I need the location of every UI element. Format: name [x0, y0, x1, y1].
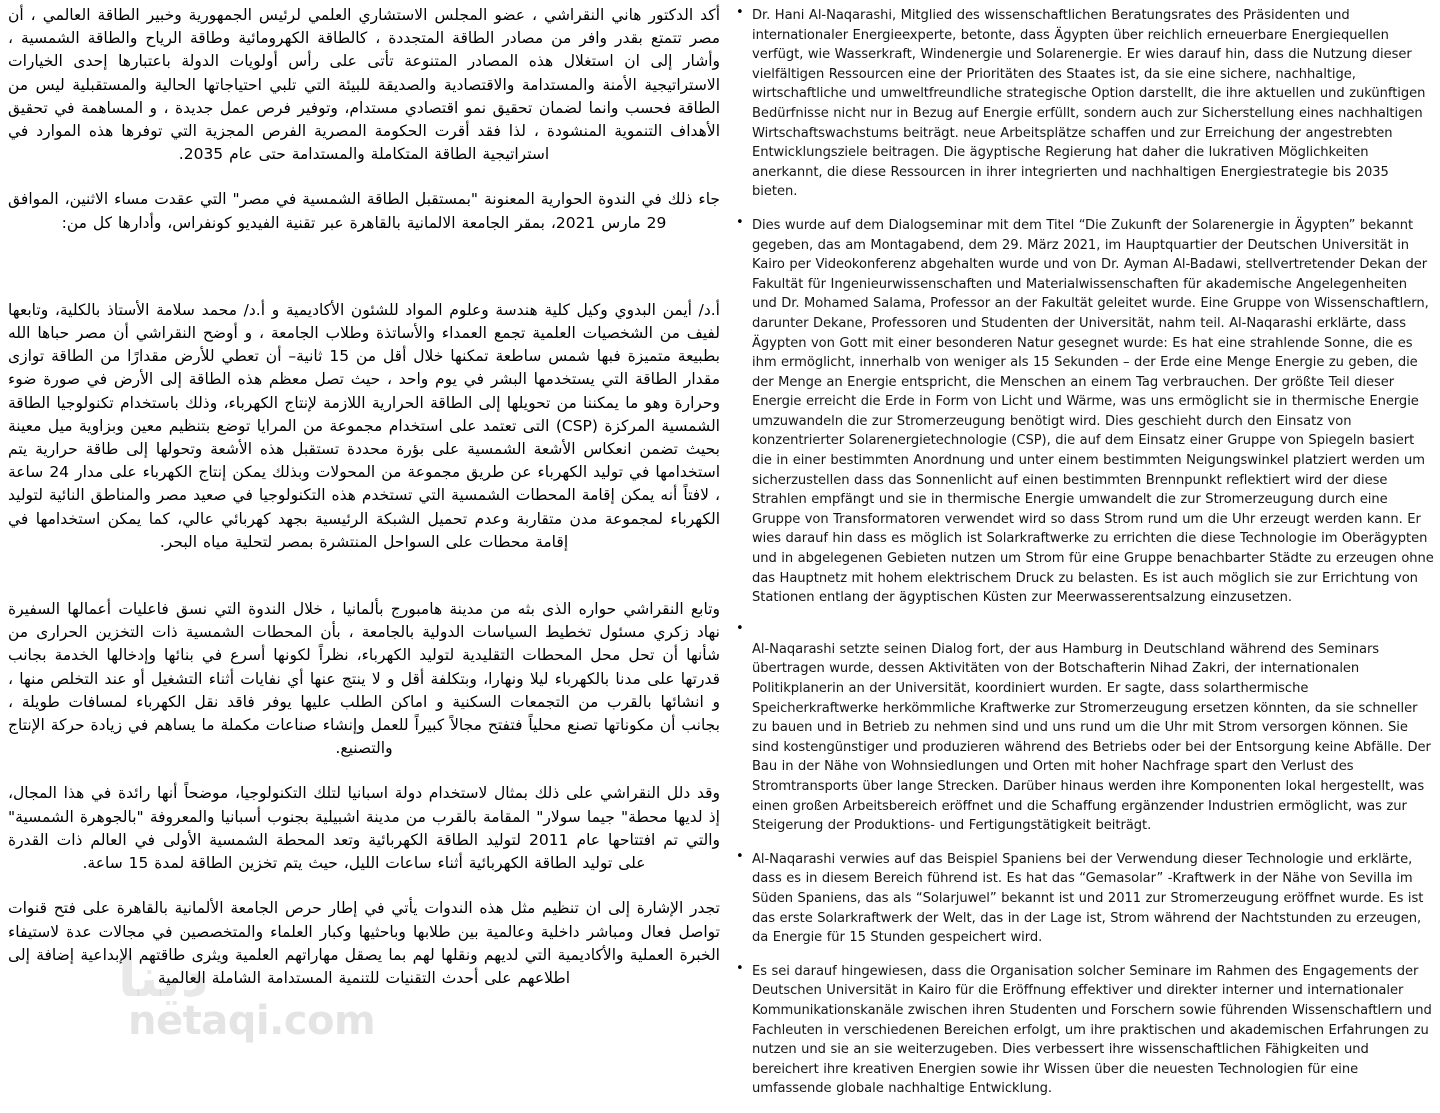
bullet-leading-gap: [752, 622, 1434, 640]
german-paragraph-5: Es sei darauf hingewiesen, dass die Organisation solcher Seminare im Rahmen des Engagements der Deutschen Universität in Kairo für die Eröffnung effektiver und direkter interner und internationaler Kommunikationskanäle zwischen ihren Studenten und Forschern sowie führenden Wissenschaftlern und Fachleuten in verschiedenen Bereichen erfolgt, um ihre praktischen und akademischen Erfahrungen zu nutzen und sie an sie weiterzugeben. Dies verbessert ihre wissenschaftlichen Fähigkeiten und bereichert ihre kreativen Energien sowie ihr Wissen über die neuesten Technologien für eine umfassende globale nachhaltige Entwicklung.: [752, 963, 1432, 1097]
arabic-paragraph-4: وتابع النقراشي حواره الذى بثه من مدينة هامبورج بألمانيا ، خلال الندوة التي نسق فاعليات أعمالها السفيرة نهاد زكري مسئول تخطيط السياسات الدولية بالجامعة ، بأن المحطات الشمسية ذات التخزين الحرارى من شأنها أن تحل محل المحطات التقليدية لتوليد الكهرباء، نظراً لكونها أسرع في بنائها وإدخالها الخدمة بجانب قدرتها على مدنا بالكهرباء ليلا ونهارا، وبتكلفة أقل و لا ينتج عنها أي نفايات أثناء التشغيل أو عند التخلص منها ، و انشائها بالقرب من التجمعات السكنية و اماكن الطلب عليها يوفر فاقد نقل الكهرباء لمسافات طويلة ، بجانب أن مكوناتها تصنع محلياً فتفتح مجالاً كبيراً للعمل وإنشاء صناعات مكملة ما يساهم في زيادة حركة الإنتاج والتصنيع.: [7, 600, 720, 758]
german-list-item-4: [734, 850, 1434, 948]
german-list-item-1: [734, 6, 1434, 202]
arabic-paragraph-5: وقد دلل النقراشي على ذلك بمثال لاستخدام دولة اسبانيا لتلك التكنولوجيا، موضحاً أنها رائدة في هذا المجال، إذ لديها محطة" جيما سولار" المقامة بالقرب من مدينة اشبيلية بجنوب أسبانيا والمعروفة "بالجوهرة الشمسية" والتي تم افتتاحها عام 2011 لتوليد الطاقة الكهربائية وتعد المحطة الشمسية الأولى في العالم ذات القدرة على توليد الطاقة الكهربائية أثناء ساعات الليل، حيث يتم تخزين الطاقة لمدة 15 ساعة.: [8, 784, 721, 873]
bullet-icon: •: [736, 214, 744, 230]
arabic-paragraph-1: أكد الدكتور هاني النقراشي ، عضو المجلس الاستشاري العلمي لرئيس الجمهورية وخبير الطاقة العالمي ، أن مصر تتمتع بقدر وافر من مصادر الطاقة المتجددة ، كالطاقة الكهرومائية وطاقة الرياح والطاقة الشمسية ، وأشار إلى ان استغلال هذه المصادر المتنوعة تأتى على رأس أولويات الدولة باعتبارها إحدى الخيارات الاستراتيجية الأمنة والمستدامة والاقتصادية والصديقة للبيئة التي تلبي احتياجاتها الحالية والمستقبلية ليس من الطاقة فحسب وانما لضمان تحقيق نمو اقتصادي مستدام، وتوفير فرص عمل جديدة ، و المساهمة في تحقيق الأهداف التنموية المنشودة ، لذا فقد أقرت الحكومة المصرية الفرص المجزية التي توفرها هذه الموارد في استراتيجية الطاقة المتكاملة والمستدامة حتى عام 2035.: [8, 6, 720, 164]
watermark-domain: netaqi.com: [128, 998, 376, 1044]
german-list-item-5: [734, 962, 1434, 1099]
german-paragraph-4: Al-Naqarashi verwies auf das Beispiel Spaniens bei der Verwendung dieser Technologie und erklärte, dass es in diesem Bereich führend ist. Es hat das “Gemasolar” -Kraftwerk in der Nähe von Sevilla im Süden Spaniens, das als “Solarjuwel” bekannt ist und 2011 zur Stromerzeugung eröffnet wurde. Es ist das erste Solarkraftwerk der Welt, das in der Lage ist, Strom während der Nachtstunden zu erzeugen, da Energie für 15 Stunden gespeichert wird.: [752, 851, 1424, 946]
german-list-item-3: [734, 622, 1434, 836]
arabic-paragraph-3: أ.د/ أيمن البدوي وكيل كلية هندسة وعلوم المواد للشئون الأكاديمية و أ.د/ محمد سلامة الأستاذ بالكلية، وتابعها لفيف من الشخصيات العلمية تجمع العمداء والأساتذة وطلاب الجامعة ، و أوضح النقراشي أن مصر حباها الله بطبيعة متميزة فبها شمس ساطعة تمكنها خلال أقل من 15 ثانية– أن تعطي للأرض مقدارًا من الطاقة توازى مقدار الطاقة التي يستخدمها البشر في يوم واحد ، حيث تصل معظم هذه الطاقة إلى الأرض في صورة ضوء وحرارة وهو ما يمكننا من تحويلها إلى الطاقة الحرارية اللازمة لإنتاج الكهرباء، وذلك باستخدام تكنولوجيا الطاقة الشمسية المركزة (CSP) التى تعتمد على استخدام مجموعة من المرايا توضع بتنظيم معين وبزاوية ميل معينة بحيث تضمن انعكاس الأشعة الشمسية على بؤرة محددة تستقبل هذه الأشعة وتحولها إلى طاقة حرارية يتم استخدامها في توليد الكهرباء عن طريق مجموعة من المحولات وبذلك يمكن إنتاج الكهرباء على مدار 24 ساعة ، لافتاً أنه يمكن إقامة المحطات الشمسية التي تستخدم هذه التكنولوجيا في صعيد مصر والمناطق النائية لتوليد الكهرباء لمجموعة مدن متقاربة وعدم تحميل الشبكة الرئيسية بجهد كهربائي عالي، كما يمكن استخدامها في إقامة محطات على السواحل المنتشرة بمصر لتحلية مياه البحر.: [8, 300, 721, 551]
bullet-icon: •: [736, 848, 744, 864]
german-list-item-2: [734, 216, 1434, 608]
german-bullet-list: [734, 6, 1434, 1099]
arabic-paragraph-2: جاء ذلك في الندوة الحوارية المعنونة "بمستقبل الطاقة الشمسية في مصر" التي عقدت مساء الاثنين، الموافق 29 مارس 2021، بمقر الجامعة الالمانية بالقاهرة عبر تقنية الفيديو كونفراس، وأدارها كل من:: [8, 190, 720, 232]
arabic-paragraph-6: تجدر الإشارة إلى ان تنظيم مثل هذه الندوات يأتي في إطار حرص الجامعة الألمانية بالقاهرة على فتح قنوات تواصل فعال ومباشر داخلية وعالمية بين طلابها وباحثيها وكبار العلماء والمتخصصين في مجالات عدة لاستيفاء الخبرة العملية والأكاديمية التي لديهم ونقلها لهم بما يصقل مهاراتهم العلمية ويثرى طاقتهم الإبداعية إضافة إلى اطلاعهم على أحدث التقنيات للتنمية المستدامة الشاملة العالمية: [8, 899, 720, 987]
bullet-icon: •: [736, 620, 744, 636]
german-text-column: [730, 0, 1440, 1113]
bullet-icon: •: [736, 5, 744, 20]
bullet-icon: •: [736, 960, 744, 976]
watermark-word: دينا: [118, 946, 209, 1009]
arabic-text-column: [0, 0, 730, 990]
german-paragraph-3: Al-Naqarashi setzte seinen Dialog fort, der aus Hamburg in Deutschland während des Seminars übertragen wurde, dessen Aktivitäten von der Botschafterin Nihad Zakri, der internationalen Politikplanerin an der Universität, koordiniert wurden. Er sagte, dass solarthermische Speicherkraftwerke herkömmliche Kraftwerke zur Stromerzeugung ersetzen könnten, da sie schneller zu bauen und in Betrieb zu nehmen sind und uns rund um die Uhr mit Strom versorgen können. Sie sind kostengünstiger und produzieren während des Betriebs oder bei der Entsorgung keine Abfälle. Der Bau in der Nähe von Wohnsiedlungen und Orten mit hoher Nachfrage spart den Verlust des Stromtransports über lange Strecken. Darüber hinaus werden ihre Komponenten lokal hergestellt, was einen großen Arbeitsbereich eröffnet und die Schaffung ergänzender Industrien ermöglicht, was zur Steigerung der Produktions- und Fertigungstätigkeit beiträgt.: [752, 641, 1431, 834]
german-paragraph-1: Dr. Hani Al-Naqarashi, Mitglied des wissenschaftlichen Beratungsrates des Präsidenten und internationaler Energieexperte, betonte, dass Ägypten über reichlich erneuerbare Energiequellen verfügt, wie Wasserkraft, Windenergie und Solarenergie. Er wies darauf hin, dass die Nutzung dieser vielfältigen Ressourcen eine der Prioritäten des Staates ist, da sie eine sichere, nachhaltige, wirtschaftliche und umweltfreundliche strategische Option darstellt, die ihre aktuellen und zukünftigen Bedürfnisse nicht nur in Bezug auf Energie erfüllt, sondern auch zur Sicherstellung eines nachhaltigen Wirtschaftswachstums beiträgt. neue Arbeitsplätze schaffen und zur Erreichung der angestrebten Entwicklungsziele beitragen. Die ägyptische Regierung hat daher die lukrativen Möglichkeiten anerkannt, die diese Ressourcen in ihrer integrierten und nachhaltigen Energiestrategie bis 2035 bieten.: [752, 8, 1426, 200]
german-paragraph-2: Dies wurde auf dem Dialogseminar mit dem Titel “Die Zukunft der Solarenergie in Ägypten” bekannt gegeben, das am Montagabend, dem 29. März 2021, im Hauptquartier der Deutschen Universität in Kairo per Videokonferenz abgehalten wurde und von Dr. Ayman Al-Badawi, stellvertretender Dekan der Fakultät für Ingenieurwissenschaften und Materialwissenschaften für akademische Angelegenheiten und Dr. Mohamed Salama, Professor an der Fakultät geleitet wurde. Eine Gruppe von Wissenschaftlern, darunter Dekane, Professoren und Studenten der Universität, nahm teil. Al-Naqarashi erklärte, dass Ägypten von Gott mit einer besonderen Natur gesegnet wurde: Es hat eine strahlende Sonne, die es ihm ermöglicht, innerhalb von weniger als 15 Sekunden – der Erde eine Menge Energie zu geben, die der Menge an Energie entspricht, die Menschen an einem Tag verbrauchen. Der größte Teil dieser Energie erreicht die Erde in Form von Licht und Wärme, was uns ermöglicht sie in thermische Energie umzuwandeln die zur Stromerzeugung benötigt wird. Dies geschieht durch den Einsatz von konzentrierter Solarenergietechnologie (CSP), die auf dem Einsatz einer Gruppe von Spiegeln basiert die in einer bestimmten Anordnung und unter einem bestimmten Neigungswinkel platziert werden um sicherzustellen dass das Sonnenlicht auf einen bestimmten Brennpunkt reflektiert wird der diese Strahlen empfängt und sie in thermische Energie umwandelt die zur Stromerzeugung durch eine Gruppe von Transformatoren verwendet wird so dass Strom rund um die Uhr erzeugt werden kann. Er wies darauf hin dass es möglich ist Solarkraftwerke zu errichten die diese Technologie im Oberägypten und in abgelegenen Gebieten nutzen um Strom für eine Gruppe benachbarter Städte zu erzeugen ohne das Hauptnetz mit hohem elektrischem Druck zu belasten. Es ist auch möglich sie zur Errichtung von Stationen entlang der ägyptischen Küsten zur Meerwasserentsalzung einzusetzen.: [752, 217, 1434, 606]
